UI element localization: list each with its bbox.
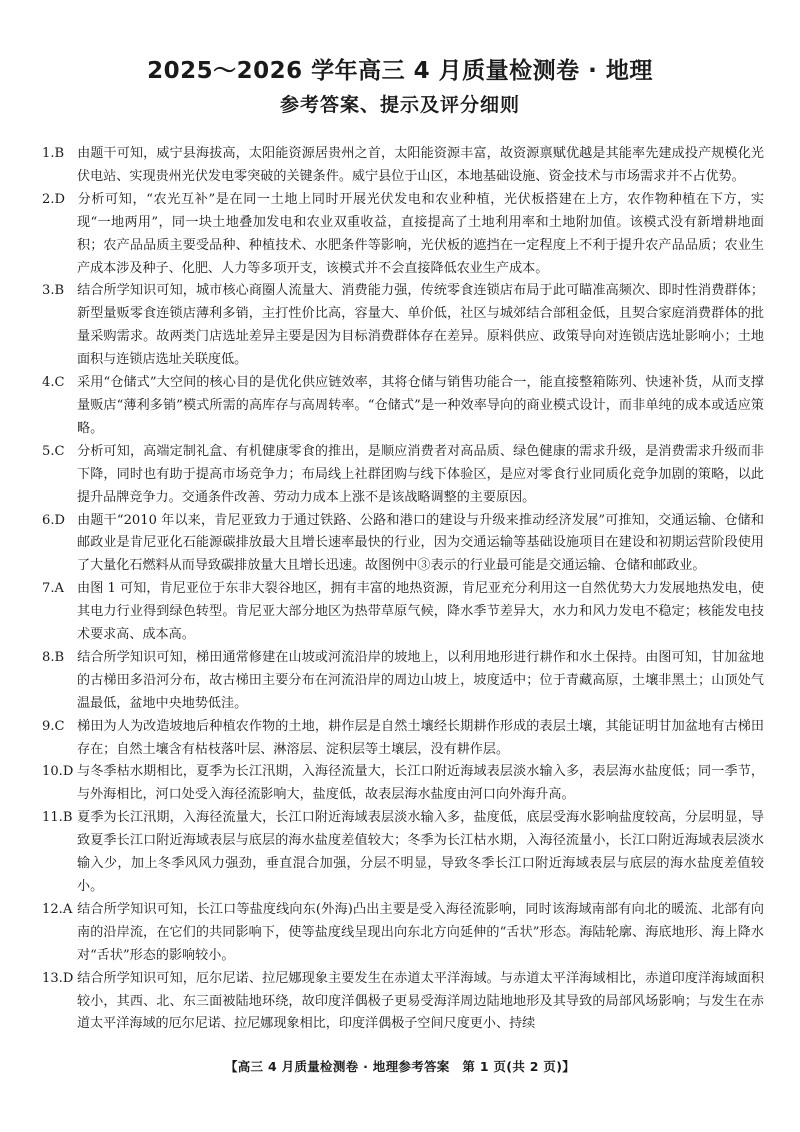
answer-item-4 [42, 372, 764, 441]
answer-number: 2.D [42, 191, 65, 207]
answer-item-11 [42, 807, 764, 899]
answer-item-8 [42, 647, 764, 716]
answer-number: 13.D [42, 970, 74, 986]
answer-item-1 [42, 143, 764, 189]
answer-explanation: 结合所学知识可知，城市核心商圈人流量大、消费能力强，传统零食连锁店布局于此可瞄准高频次、即时性消费群体；新型量贩零食连锁店薄利多销，主打性价比高，容量大、单价低，社区与城郊结合部租金低，且契合家庭消费群体的批量采购需求。故两类门店选址差异主要是因为目标消费群体存在差异。原料供应、政策导向对连锁店选址影响小；土地面积与连锁店选址关联度低。 [77, 283, 764, 368]
answer-number: 5.C [42, 443, 65, 459]
answer-explanation: 由题干可知，威宁县海拔高，太阳能资源居贵州之首，太阳能资源丰富，故资源禀赋优越是其能率先建成投产规模化光伏电站、实现贵州光伏发电零突破的关键条件。威宁县位于山区，本地基础设施、资金技术与市场需求并不占优势。 [77, 146, 764, 184]
answer-explanation: 结合所学知识可知，厄尔尼诺、拉尼娜现象主要发生在赤道太平洋海域。与赤道太平洋海域相比，赤道印度洋海域面积较小，其西、北、东三面被陆地环绕，故印度洋偶极子更易受海洋周边陆地地形及其导致的局部风场影响；与发生在赤道太平洋海域的厄尔尼诺、拉尼娜现象相比，印度洋偶极子空间尺度更小、持续 [77, 970, 764, 1032]
page-footer: 【高三 4 月质量检测卷 · 地理参考答案 第 1 页(共 2 页)】 [224, 1059, 576, 1074]
answer-item-7 [42, 578, 764, 647]
answer-number: 11.B [42, 810, 73, 826]
answer-explanation: 与冬季枯水期相比，夏季为长江汛期，入海径流量大，长江口附近海域表层淡水输入多，表层海水盐度低；同一季节，与外海相比，河口处受入海径流影响大，盐度低，故表层海水盐度由河口向外海升高。 [77, 764, 764, 803]
answer-number: 3.B [42, 283, 65, 299]
answer-number: 1.B [42, 146, 65, 161]
answer-number: 9.C [42, 718, 65, 734]
answer-explanation: 夏季为长江汛期，入海径流量大，长江口附近海域表层淡水输入多，盐度低，底层受海水影响盐度较高，分层明显，导致夏季长江口附近海域表层与底层的海水盐度差值较大；冬季为长江枯水期，入海径流量小，长江口附近海域表层淡水输入少，加上冬季风风力强劲，垂直混合加强，分层不明显，导致冬季长江口附近海域表层与底层的海水盐度差值较小。 [77, 810, 764, 894]
answer-item-12 [42, 899, 764, 968]
answer-number: 10.D [42, 764, 74, 780]
document-title: 2025～2026 学年高三 4 月质量检测卷 · 地理 [147, 58, 653, 84]
answer-item-13 [42, 968, 764, 1037]
document-subtitle: 参考答案、提示及评分细则 [279, 94, 520, 116]
answer-explanation: 分析可知，高端定制礼盒、有机健康零食的推出，是顺应消费者对高品质、绿色健康的需求升级，是消费需求升级而非下降，同时也有助于提高市场竞争力；布局线上社群团购与线下体验区，是应对零食行业同质化竞争加剧的策略，以此提升品牌竞争力。交通条件改善、劳动力成本上涨不是该战略调整的主要原因。 [77, 443, 764, 505]
answer-item-3 [42, 280, 764, 372]
answer-list [42, 143, 764, 1036]
answer-explanation: 结合所学知识可知，长江口等盐度线向东(外海)凸出主要是受入海径流影响，同时该海域南部有向北的暖流、北部有向南的沿岸流，在它们的共同影响下，使等盐度线呈现出向东北方向延伸的“舌状”形态。海陆轮廓、海底地形、海上降水对“舌状”形态的影响较小。 [77, 901, 764, 963]
answer-number: 8.B [42, 649, 65, 665]
answer-number: 6.D [42, 512, 65, 528]
answer-item-2 [42, 189, 764, 281]
answer-explanation: 梯田为人为改造坡地后种植农作物的土地，耕作层是自然土壤经长期耕作形成的表层土壤，其能证明甘加盆地有古梯田存在；自然土壤含有枯枝落叶层、淋溶层、淀积层等土壤层，没有耕作层。 [77, 718, 764, 757]
answer-explanation: 由题干“2010 年以来，肯尼亚致力于通过铁路、公路和港口的建设与升级来推动经济发展”可推知，交通运输、仓储和邮政业是肯尼亚化石能源碳排放最大且增长速率最快的行业，因为交通运输等基础设施项目在建设和初期运营阶段使用了大量化石燃料从而导致碳排放量大且增长迅速。故图例中③表示的行业最可能是交通运输、仓储和邮政业。 [77, 512, 764, 574]
answer-number: 7.A [42, 581, 64, 597]
answer-item-9 [42, 716, 764, 762]
answer-item-5 [42, 441, 764, 510]
answer-explanation: 结合所学知识可知，梯田通常修建在山坡或河流沿岸的坡地上，以利用地形进行耕作和水土保持。由图可知，甘加盆地的古梯田多沿河分布，故古梯田主要分布在河流沿岸的周边山坡上，坡度适中；位于青藏高原，土壤非黑土；山顶处气温最低，盆地中央地势低洼。 [77, 649, 764, 711]
answer-number: 4.C [42, 375, 65, 391]
answer-explanation: 采用“仓储式”大空间的核心目的是优化供应链效率，其将仓储与销售功能合一，能直接整箱陈列、快速补货，从而支撑量贩店“薄利多销”模式所需的高库存与高周转率。“仓储式”是一种效率导向的商业模式设计，而非单纯的成本或适应策略。 [77, 375, 764, 436]
answer-item-6 [42, 510, 764, 579]
answer-explanation: 分析可知，“农光互补”是在同一土地上同时开展光伏发电和农业种植，光伏板搭建在上方，农作物种植在下方，实现“一地两用”，同一块土地叠加发电和农业双重收益，直接提高了土地利用率和土地附加值。该模式没有新增耕地面积；农产品品质主要受品种、种植技术、水肥条件等影响，光伏板的遮挡在一定程度上不利于提升农产品品质；农业生产成本涉及种子、化肥、人力等多项开支，该模式并不会直接降低农业生产成本。 [77, 191, 764, 276]
answer-item-10 [42, 761, 764, 807]
answer-explanation: 由图 1 可知，肯尼亚位于东非大裂谷地区，拥有丰富的地热资源，肯尼亚充分利用这一自然优势大力发展地热发电，使其电力行业得到绿色转型。肯尼亚大部分地区为热带草原气候，降水季节差异大，水力和风力发电不稳定；核能发电技术要求高、成本高。 [77, 581, 764, 643]
answer-number: 12.A [42, 901, 73, 917]
